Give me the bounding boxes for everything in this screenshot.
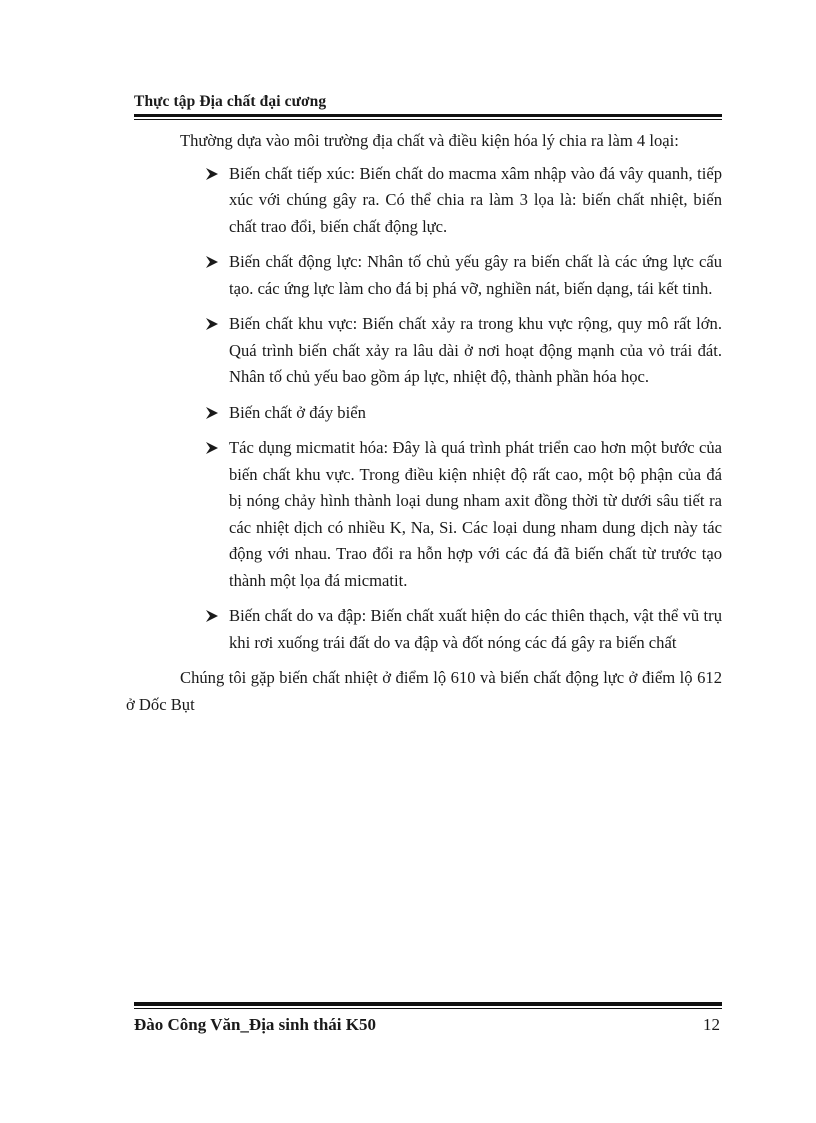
list-item-text: Tác dụng micmatit hóa: Đây là quá trình phát triển cao hơn một bước của biến chất khu vực. Trong điều kiện nhiệt độ rất cao, một bộ phận của đá bị nóng chảy hình thành loại dung nham axit đồng thời từ dưới sâu tiết ra các nhiệt dịch có nhiều K, Na, Si. Các loại dung nham dung dịch này tác động với nhau. Trao đổi ra hỗn hợp với các đá đã biến chất từ trước tạo thành một lọa đá micmatit. — [229, 438, 722, 590]
arrow-right-icon — [205, 603, 223, 629]
list-item-text: Biến chất tiếp xúc: Biến chất do macma xâm nhập vào đá vây quanh, tiếp xúc với chúng gây ra. Có thể chia ra làm 3 lọa là: biến chất nhiệt, biến chất trao đổi, biến chất động lực. — [229, 163, 722, 236]
list-item — [126, 311, 722, 391]
list-item — [126, 603, 722, 656]
arrow-right-icon — [205, 400, 223, 426]
list-item-text: Biến chất động lực: Nhân tố chủ yếu gây ra biến chất là các ứng lực cấu tạo. các ứng lực làm cho đá bị phá vỡ, nghiền nát, biến dạng, tái kết tinh. — [229, 252, 722, 298]
header-rule-thin — [134, 119, 722, 120]
arrow-right-icon — [205, 249, 223, 275]
list-item — [126, 161, 722, 241]
footer-row — [134, 1015, 722, 1035]
footer-author: Đào Công Văn_Địa sinh thái K50 — [134, 1015, 376, 1034]
arrow-right-icon — [205, 311, 223, 337]
header-title: Thực tập Địa chất đại cương — [134, 93, 327, 110]
page-number: 12 — [703, 1015, 720, 1034]
footer-rule-thin — [134, 1008, 722, 1009]
arrow-right-icon — [205, 435, 223, 461]
page-content — [126, 128, 722, 718]
intro-paragraph: Thường dựa vào môi trường địa chất và điều kiện hóa lý chia ra làm 4 loại: — [180, 131, 679, 150]
footer-rule-thick — [134, 1002, 722, 1006]
list-item-text: Biến chất do va đập: Biến chất xuất hiện do các thiên thạch, vật thể vũ trụ khi rơi xuống trái đất do va đập và đốt nóng các đá gây ra biến chất — [229, 606, 722, 652]
bullet-list — [126, 161, 722, 657]
page-header — [134, 92, 722, 120]
list-item — [126, 435, 722, 594]
list-item — [126, 249, 722, 302]
list-item-text: Biến chất khu vực: Biến chất xảy ra trong khu vực rộng, quy mô rất lớn. Quá trình biến chất xảy ra lâu dài ở nơi hoạt động mạnh của vỏ trái đát. Nhân tố chủ yếu bao gồm áp lực, nhiệt độ, thành phần hóa học. — [229, 314, 722, 386]
header-rule-thick — [134, 114, 722, 117]
list-item-text: Biến chất ở đáy biển — [229, 402, 366, 422]
closing-paragraph: Chúng tôi gặp biến chất nhiệt ở điểm lộ 610 và biến chất động lực ở điểm lộ 612 ở Dốc Bụt — [126, 668, 722, 714]
list-item — [126, 400, 722, 427]
page-footer — [134, 1002, 722, 1035]
arrow-right-icon — [205, 161, 223, 187]
